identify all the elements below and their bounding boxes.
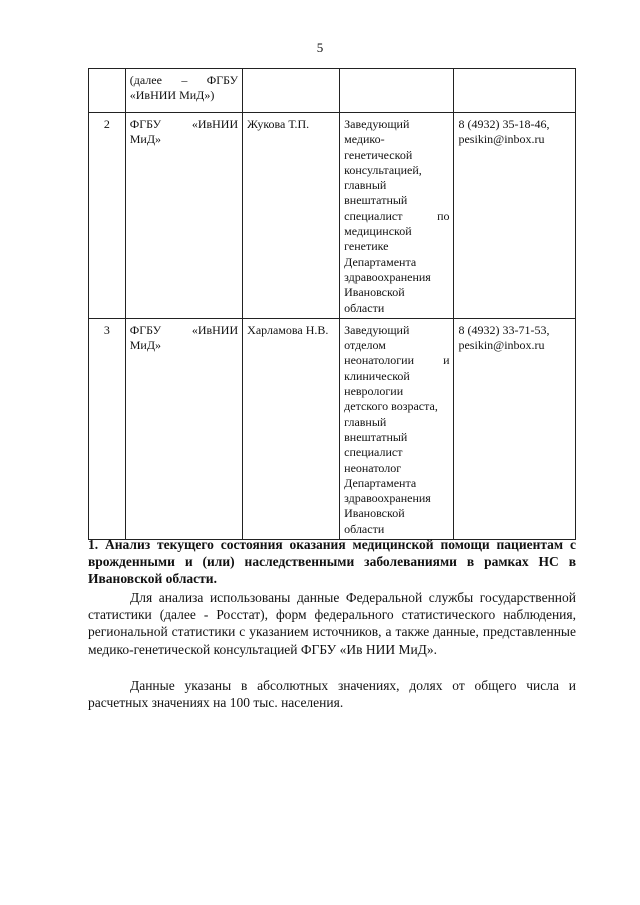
paragraph-data-sources: Для анализа использованы данные Федеральной службы государственной статистики (далее - Росстат), форм федерального статистического наблюдения, региональной статистики с указанием источников, а также данные, представленные медико-генетической консультацией ФГБУ «Ив НИИ МиД». [88,590,576,657]
paragraph-data-units: Данные указаны в абсолютных значениях, долях от общего числа и расчетных значениях на 100 тыс. населения. [88,678,576,711]
specialist-name: Харламова Н.В. [247,322,329,337]
position-word: главный [344,178,387,193]
position-word: клинической [344,368,410,383]
organization-word: ФГБУ [129,322,162,337]
contact-phone: 8 (4932) 33-71-53, [458,322,550,337]
organization-word: – [181,73,188,87]
position-word: Заведующий [344,322,410,337]
organization-word: ФГБУ [206,73,239,87]
position-word: неонатологии [344,353,415,368]
position-word: консультацией, [344,162,422,177]
position-word: неонатолог [344,460,402,475]
position-word: специалист [344,445,403,460]
position-line [344,476,449,491]
position-line [344,338,449,353]
contact-phone: 8 (4932) 35-18-46, [458,117,550,131]
position-word: внештатный [344,193,408,208]
position-line [344,522,449,537]
position-word: медицинской [344,224,412,239]
position-word: внештатный [344,429,408,444]
section-heading: 1. Анализ текущего состояния оказания медицинской помощи пациентам с врожденными и (или) наследственными заболеваниями в рамках НС в Ивановской области. [88,537,576,587]
position-word: области [344,521,385,536]
position-line [344,193,449,208]
organization-cell [125,113,242,319]
position-line [344,369,449,384]
position-line [344,163,449,178]
position-word: детского возраста, [344,399,438,414]
position-line [344,178,449,193]
organization-line [130,338,238,353]
position-line [344,353,449,368]
position-word: области [344,300,385,315]
specialist-name: Жукова Т.П. [247,117,310,131]
contact-email: pesikin@inbox.ru [458,338,545,353]
contacts-cell [454,318,576,539]
contact-email: pesikin@inbox.ru [458,132,545,147]
table-row [89,69,576,113]
position-line [344,491,449,506]
organization-word: «ИвНИИ [191,117,239,131]
organization-line [130,117,238,132]
position-word: отделом [344,338,386,353]
position-line [344,132,449,147]
organization-word: «ИвНИИ МиД») [129,88,215,103]
position-cell [340,318,454,539]
position-word: Ивановской [344,285,405,300]
organization-line [130,88,238,103]
organization-line [130,73,238,88]
position-line [344,285,449,300]
position-word: Департамента [344,254,417,269]
table-row [89,318,576,539]
position-word: специалист [344,208,403,223]
organization-word: (далее [129,73,162,87]
organization-line [130,323,238,338]
position-word: здравоохранения [344,269,431,284]
position-word: по [437,208,450,223]
position-word: генетике [344,239,389,254]
position-line [344,270,449,285]
contacts-cell [454,113,576,319]
position-word: медико- [344,132,385,147]
position-word: Заведующий [344,117,410,131]
organization-cell [125,318,242,539]
specialist-name-cell [243,69,340,113]
position-word: главный [344,414,387,429]
position-line [344,399,449,414]
specialist-name-cell [243,318,340,539]
position-word: Департамента [344,475,417,490]
position-line [344,148,449,163]
row-number-cell [89,318,126,539]
organization-word: МиД» [129,338,162,353]
position-line [344,117,449,132]
position-line [344,445,449,460]
position-line [344,415,449,430]
organization-word: «ИвНИИ [191,322,239,337]
position-word: Ивановской [344,506,405,521]
position-line [344,506,449,521]
position-line [344,430,449,445]
row-number-cell [89,69,126,113]
position-cell [340,69,454,113]
organization-cell [125,69,242,113]
contacts-table [88,68,576,540]
row-number: 3 [103,322,110,337]
position-cell [340,113,454,319]
position-line [344,384,449,399]
row-number-cell [89,113,126,319]
page-number: 5 [316,40,324,55]
organization-word: МиД» [129,132,162,147]
position-line [344,224,449,239]
position-line [344,255,449,270]
position-word: неврологии [344,384,404,399]
position-word: здравоохранения [344,491,431,506]
position-word: и [443,353,450,368]
row-number: 2 [103,117,110,131]
table-row [89,113,576,319]
specialist-name-cell [243,113,340,319]
organization-line [130,132,238,147]
position-line [344,301,449,316]
organization-word: ФГБУ [129,117,162,131]
position-line [344,461,449,476]
contacts-cell [454,69,576,113]
position-line [344,323,449,338]
position-word: генетической [344,147,413,162]
position-line [344,209,449,224]
position-line [344,239,449,254]
